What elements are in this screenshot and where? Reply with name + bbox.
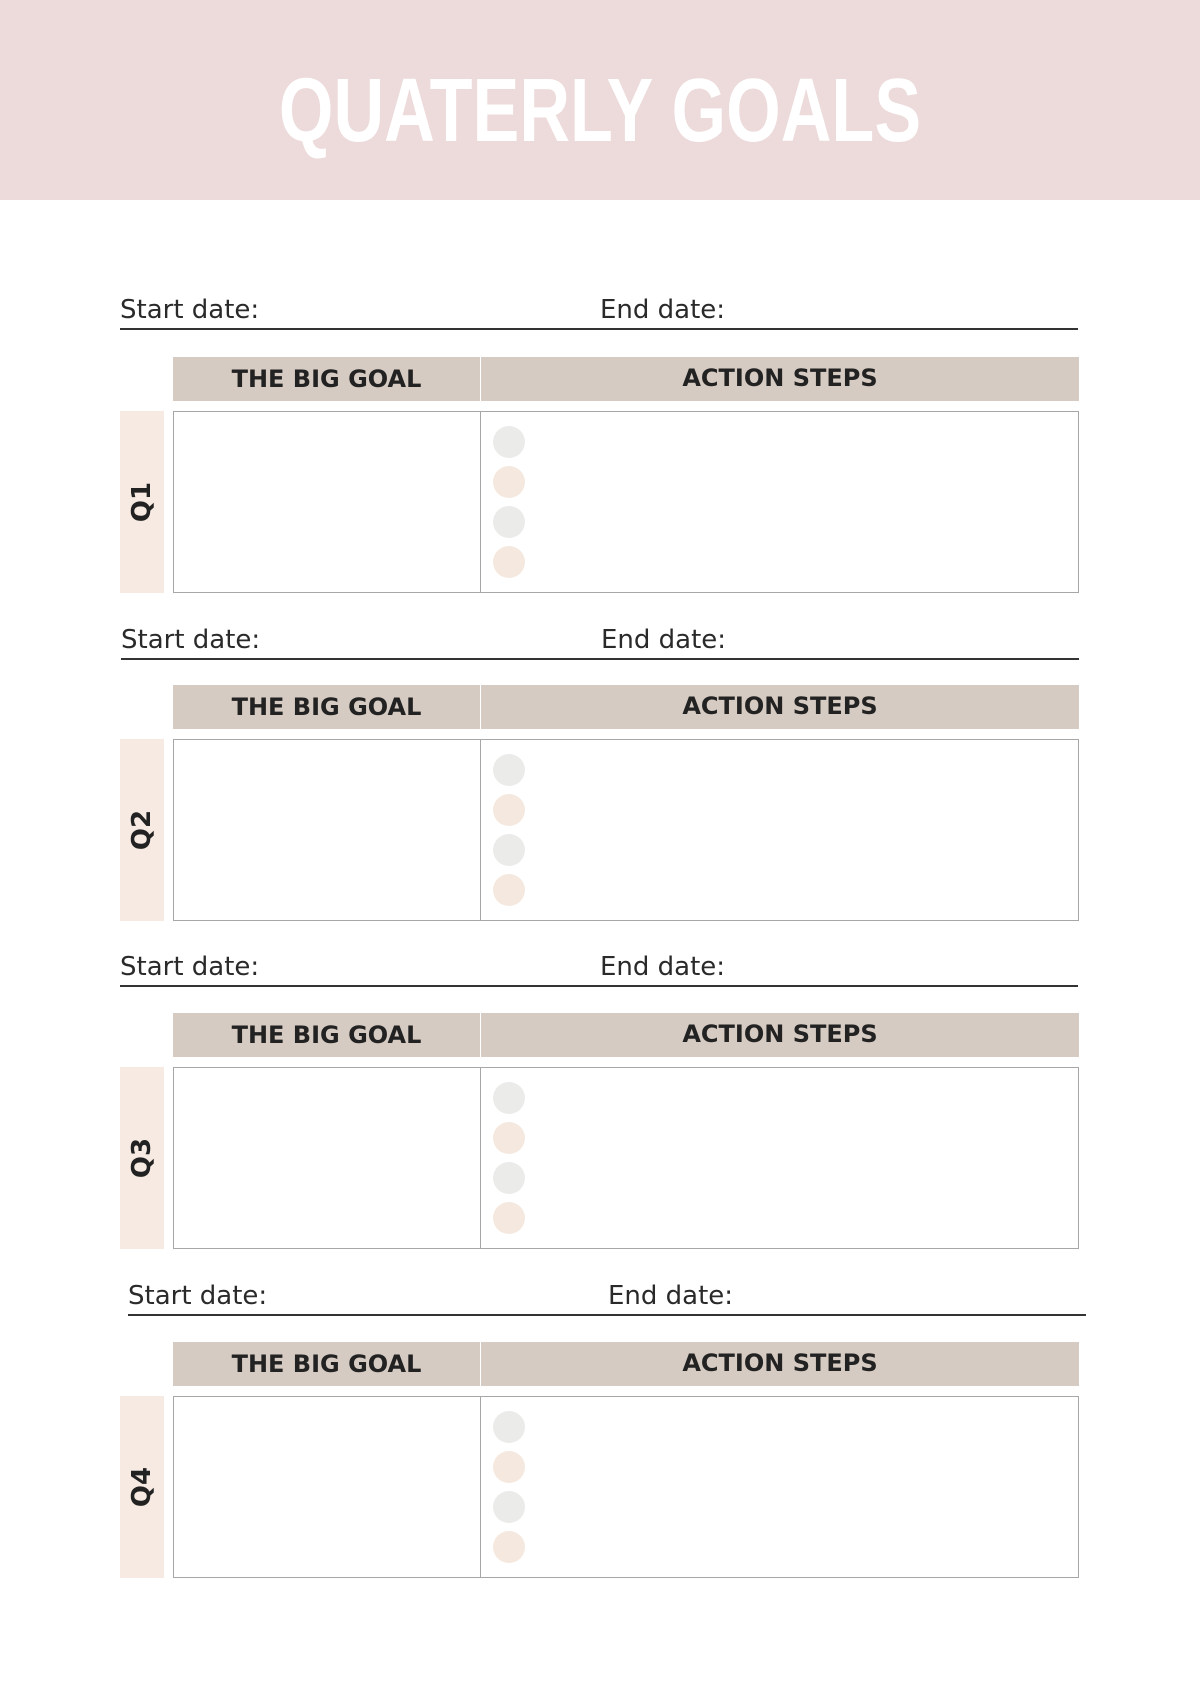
step-dot-peach[interactable] <box>493 874 525 906</box>
action-steps-box-q3[interactable] <box>480 1067 1079 1249</box>
action-steps-header: ACTION STEPS <box>481 1013 1079 1057</box>
step-dot-peach[interactable] <box>493 1531 525 1563</box>
date-row-q3 <box>120 952 1078 987</box>
quarter-label-q2 <box>120 739 164 921</box>
step-dot-grey[interactable] <box>493 834 525 866</box>
step-dot-peach[interactable] <box>493 466 525 498</box>
step-dot-grey[interactable] <box>493 1162 525 1194</box>
big-goal-box-q2[interactable] <box>173 739 481 921</box>
action-steps-box-q1[interactable] <box>480 411 1079 593</box>
quarter-label-text: Q3 <box>127 1137 157 1179</box>
step-dot-peach[interactable] <box>493 794 525 826</box>
step-dot-grey[interactable] <box>493 426 525 458</box>
action-steps-box-q4[interactable] <box>480 1396 1079 1578</box>
quarter-label-q1 <box>120 411 164 593</box>
big-goal-box-q1[interactable] <box>173 411 481 593</box>
date-row-q4 <box>128 1281 1086 1316</box>
page-title: QUATERLY GOALS <box>278 61 922 161</box>
action-steps-header: ACTION STEPS <box>481 685 1079 729</box>
step-dot-peach[interactable] <box>493 1122 525 1154</box>
quarter-label-q4 <box>120 1396 164 1578</box>
step-dot-grey[interactable] <box>493 1491 525 1523</box>
big-goal-header: THE BIG GOAL <box>173 685 480 729</box>
quarter-label-text: Q2 <box>127 809 157 851</box>
date-row-q1 <box>120 295 1078 330</box>
step-dot-grey[interactable] <box>493 506 525 538</box>
big-goal-header: THE BIG GOAL <box>173 357 480 401</box>
big-goal-box-q4[interactable] <box>173 1396 481 1578</box>
big-goal-header: THE BIG GOAL <box>173 1013 480 1057</box>
action-steps-header: ACTION STEPS <box>481 357 1079 401</box>
quarter-label-q3 <box>120 1067 164 1249</box>
start-date-label: Start date: <box>128 1281 268 1311</box>
end-date-label: End date: <box>600 952 726 982</box>
start-date-label: Start date: <box>120 295 260 325</box>
big-goal-header: THE BIG GOAL <box>173 1342 480 1386</box>
step-dot-peach[interactable] <box>493 546 525 578</box>
big-goal-box-q3[interactable] <box>173 1067 481 1249</box>
end-date-label: End date: <box>601 625 727 655</box>
end-date-label: End date: <box>600 295 726 325</box>
step-dot-grey[interactable] <box>493 1411 525 1443</box>
action-steps-header: ACTION STEPS <box>481 1342 1079 1386</box>
date-row-q2 <box>121 625 1079 660</box>
quarter-label-text: Q1 <box>127 481 157 523</box>
step-dot-grey[interactable] <box>493 1082 525 1114</box>
step-dot-grey[interactable] <box>493 754 525 786</box>
end-date-label: End date: <box>608 1281 734 1311</box>
action-steps-box-q2[interactable] <box>480 739 1079 921</box>
start-date-label: Start date: <box>120 952 260 982</box>
step-dot-peach[interactable] <box>493 1451 525 1483</box>
quarter-label-text: Q4 <box>127 1466 157 1508</box>
step-dot-peach[interactable] <box>493 1202 525 1234</box>
start-date-label: Start date: <box>121 625 261 655</box>
